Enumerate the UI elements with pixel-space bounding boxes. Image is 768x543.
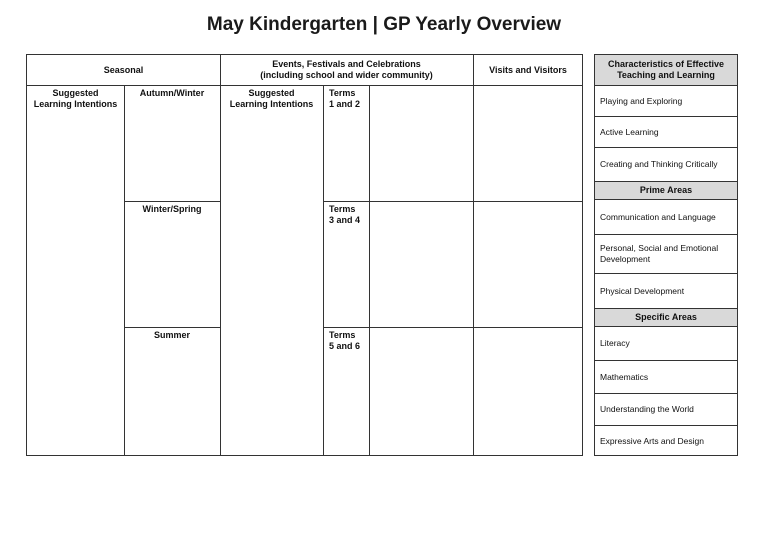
specific-expressive-arts: Expressive Arts and Design xyxy=(595,425,737,456)
characteristics-table xyxy=(594,54,738,456)
prime-personal-social: Personal, Social and Emotional Development xyxy=(595,234,737,273)
season-autumn-winter: Autumn/Winter xyxy=(139,88,205,98)
col-divider-1 xyxy=(124,85,125,456)
specific-areas-header: Specific Areas xyxy=(595,308,737,326)
suggested-learning-mid: Suggested Learning Intentions xyxy=(229,88,314,109)
terms-1-2: Terms 1 and 2 xyxy=(329,88,361,109)
characteristic-creating: Creating and Thinking Critically xyxy=(595,147,737,181)
row-divider-1b xyxy=(323,201,583,202)
specific-understanding-world: Understanding the World xyxy=(595,393,737,425)
prime-communication: Communication and Language xyxy=(595,199,737,234)
specific-literacy: Literacy xyxy=(595,326,737,360)
characteristic-active: Active Learning xyxy=(595,116,737,147)
characteristics-header: Characteristics of Effective Teaching and Learning xyxy=(595,55,737,85)
specific-mathematics: Mathematics xyxy=(595,360,737,393)
terms-5-6: Terms 5 and 6 xyxy=(329,330,361,351)
header-seasonal: Seasonal xyxy=(103,64,144,75)
col-divider-3 xyxy=(323,85,324,456)
row-divider-2b xyxy=(323,327,583,328)
page-title: May Kindergarten | GP Yearly Overview xyxy=(206,14,562,35)
col-divider-5 xyxy=(473,55,474,456)
header-divider xyxy=(27,85,583,86)
characteristic-playing: Playing and Exploring xyxy=(595,85,737,116)
season-winter-spring: Winter/Spring xyxy=(142,204,202,214)
row-divider-1a xyxy=(124,201,220,202)
header-events: Events, Festivals and Celebrations (including school and wider community) xyxy=(260,59,433,80)
header-visits: Visits and Visitors xyxy=(489,64,567,75)
prime-areas-header: Prime Areas xyxy=(595,181,737,199)
col-divider-2 xyxy=(220,55,221,456)
col-divider-4 xyxy=(369,85,370,456)
prime-physical: Physical Development xyxy=(595,273,737,308)
overview-table xyxy=(26,54,583,456)
suggested-learning-left: Suggested Learning Intentions xyxy=(33,88,118,109)
season-summer: Summer xyxy=(153,330,190,340)
row-divider-2a xyxy=(124,327,220,328)
terms-3-4: Terms 3 and 4 xyxy=(329,204,361,225)
